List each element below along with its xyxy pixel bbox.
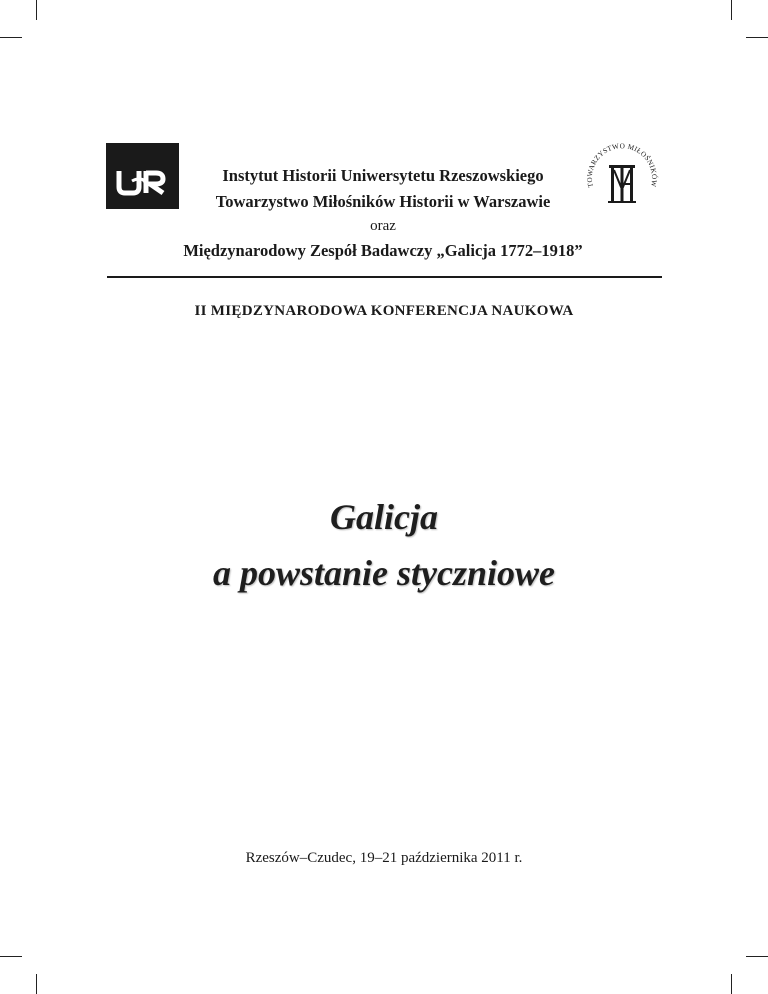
svg-text:TOWARZYSTWO MIŁOŚNIKÓW HISTORI: TOWARZYSTWO MIŁOŚNIKÓW bbox=[585, 142, 659, 189]
crop-mark bbox=[0, 956, 22, 957]
place-and-date: Rzeszów–Czudec, 19–21 października 2011 r. bbox=[245, 850, 523, 866]
crop-mark bbox=[36, 974, 37, 994]
divider bbox=[107, 276, 662, 278]
crop-mark bbox=[746, 37, 768, 38]
book-title-line-1: Galicja bbox=[330, 497, 438, 537]
conjunction: oraz bbox=[370, 218, 396, 234]
institution-1: Instytut Historii Uniwersytetu Rzeszowskiego bbox=[222, 166, 544, 185]
institution-2: Towarzystwo Miłośników Historii w Warszawie bbox=[215, 192, 551, 211]
ur-logo-icon bbox=[106, 143, 179, 209]
book-title-line-2: a powstanie styczniowe bbox=[212, 553, 556, 593]
crop-mark bbox=[36, 0, 37, 20]
tmh-logo-icon bbox=[582, 137, 662, 217]
conference-heading: II MIĘDZYNARODOWA KONFERENCJA NAUKOWA bbox=[194, 303, 574, 319]
institution-3: Międzynarodowy Zespół Badawczy „Galicja 1772–1918” bbox=[183, 241, 583, 260]
crop-mark bbox=[731, 974, 732, 994]
crop-mark bbox=[731, 0, 732, 20]
crop-mark bbox=[746, 956, 768, 957]
crop-mark bbox=[0, 37, 22, 38]
